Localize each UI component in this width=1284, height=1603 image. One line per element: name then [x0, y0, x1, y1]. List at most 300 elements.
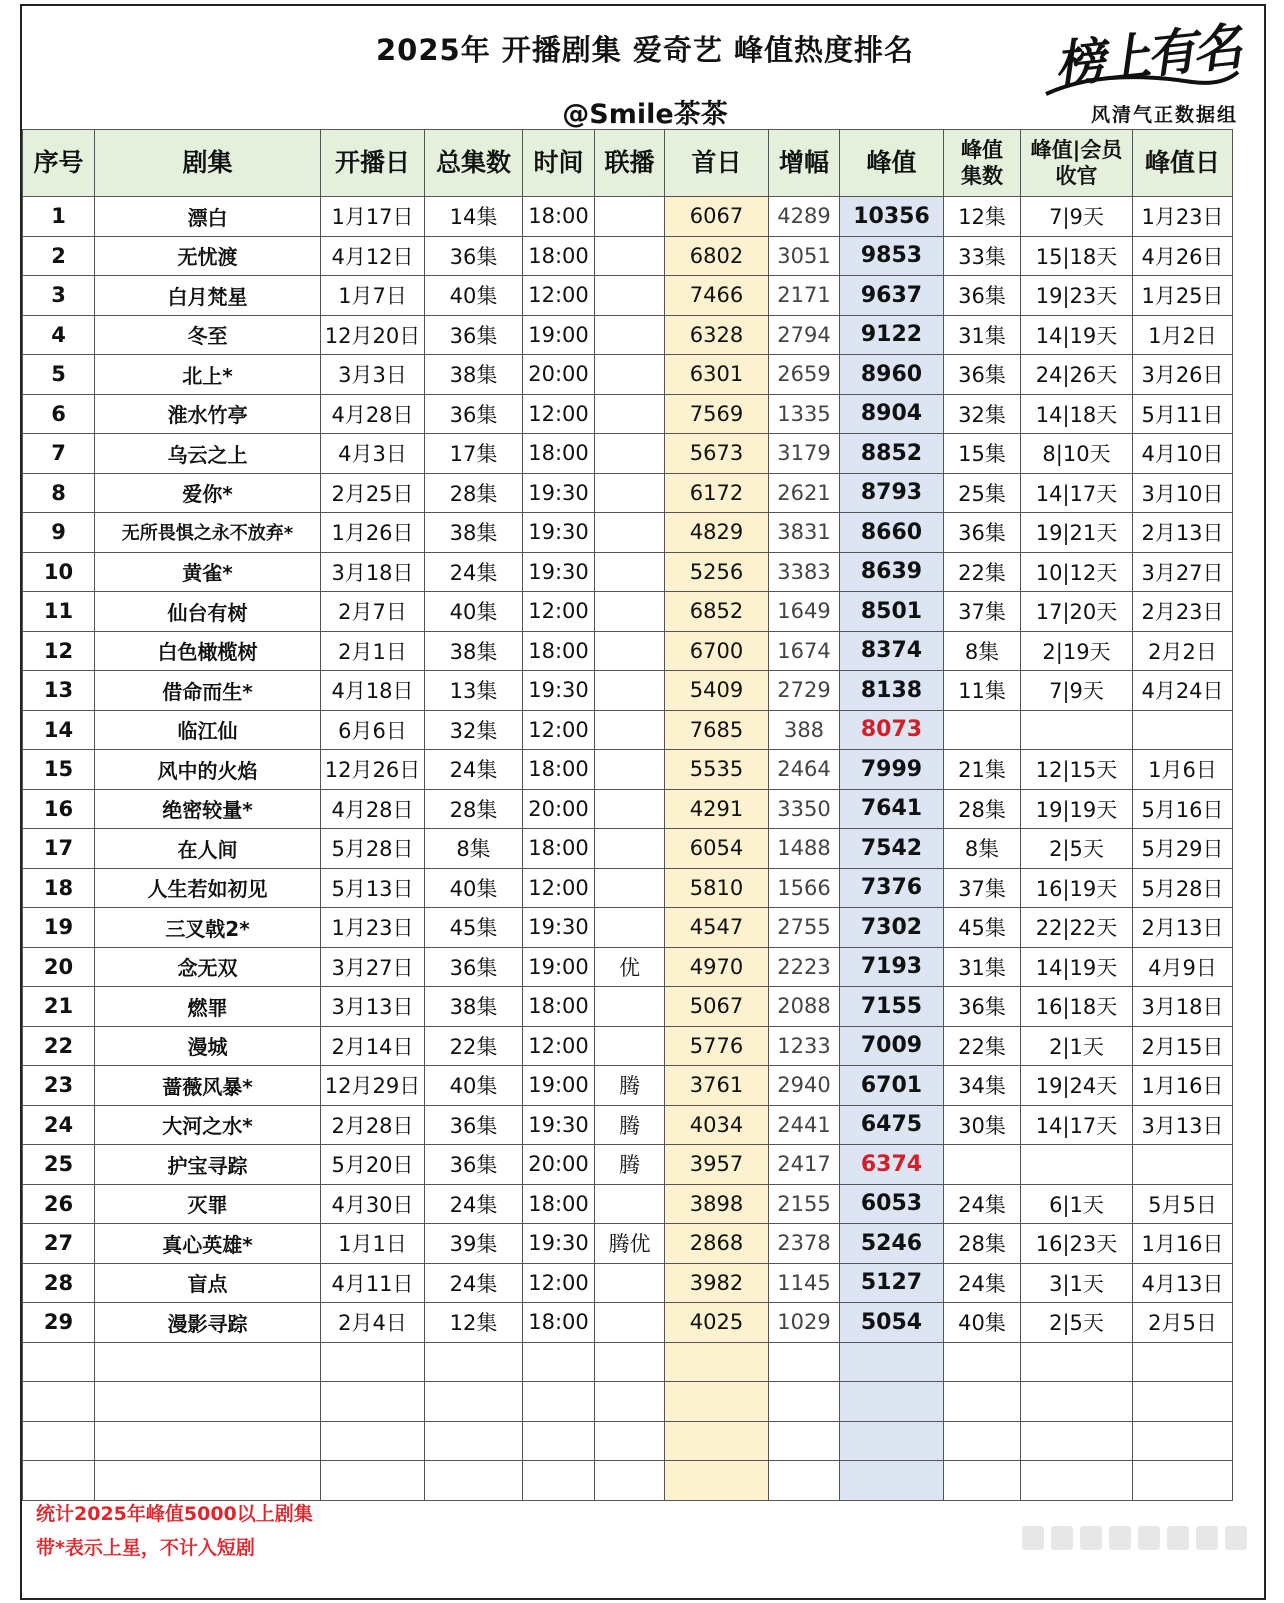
cell-increase: 3383	[769, 552, 840, 592]
header-simulcast: 联播	[595, 130, 665, 197]
cell-drama-name: 借命而生*	[95, 671, 321, 711]
cell-simulcast	[595, 1303, 665, 1343]
cell-premiere-date: 3月18日	[321, 552, 425, 592]
cell-increase: 1145	[769, 1263, 840, 1303]
header-row	[23, 130, 1233, 197]
cell-increase: 4289	[769, 197, 840, 237]
cell-peak-date: 2月5日	[1133, 1303, 1233, 1343]
cell-episode-count: 40集	[425, 276, 523, 316]
cell-premiere-date: 4月18日	[321, 671, 425, 711]
cell-episode-count: 40集	[425, 868, 523, 908]
cell-peak-heat: 8793	[840, 473, 944, 513]
empty-row	[23, 1342, 1233, 1382]
cell-peak-vip-finale: 2|1天	[1021, 1026, 1133, 1066]
cell-premiere-date: 2月7日	[321, 592, 425, 632]
cell-episode-count: 12集	[425, 1303, 523, 1343]
cell-air-time: 19:30	[523, 552, 595, 592]
cell-peak-date: 1月16日	[1133, 1224, 1233, 1264]
cell-peak-episode: 21集	[944, 750, 1021, 790]
cell-air-time: 12:00	[523, 1026, 595, 1066]
cell-increase: 1029	[769, 1303, 840, 1343]
cell-rank: 11	[23, 592, 95, 632]
cell-air-time: 18:00	[523, 829, 595, 869]
empty-cell	[1133, 1342, 1233, 1382]
empty-cell	[321, 1382, 425, 1422]
cell-rank: 2	[23, 236, 95, 276]
cell-air-time: 18:00	[523, 236, 595, 276]
cell-simulcast: 腾	[595, 1066, 665, 1106]
cell-episode-count: 17集	[425, 434, 523, 474]
cell-drama-name: 淮水竹亭	[95, 394, 321, 434]
header-increase: 增幅	[769, 130, 840, 197]
cell-peak-heat: 8639	[840, 552, 944, 592]
cell-peak-date: 2月2日	[1133, 631, 1233, 671]
cell-increase: 3350	[769, 789, 840, 829]
empty-row	[23, 1421, 1233, 1461]
cell-episode-count: 45集	[425, 908, 523, 948]
empty-cell	[769, 1421, 840, 1461]
cell-drama-name: 盲点	[95, 1263, 321, 1303]
cell-rank: 5	[23, 355, 95, 395]
empty-cell	[944, 1382, 1021, 1422]
cell-increase: 2378	[769, 1224, 840, 1264]
cell-episode-count: 24集	[425, 552, 523, 592]
cell-peak-heat: 8374	[840, 631, 944, 671]
cell-rank: 6	[23, 394, 95, 434]
empty-cell	[95, 1421, 321, 1461]
cell-peak-vip-finale: 16|23天	[1021, 1224, 1133, 1264]
footnotes	[36, 1497, 313, 1565]
header-peak-date: 峰值日	[1133, 130, 1233, 197]
cell-simulcast	[595, 473, 665, 513]
table-row	[23, 236, 1233, 276]
cell-increase: 2940	[769, 1066, 840, 1106]
table-row	[23, 1303, 1233, 1343]
cell-drama-name: 白色橄榄树	[95, 631, 321, 671]
empty-cell	[23, 1382, 95, 1422]
cell-peak-vip-finale: 14|17天	[1021, 1105, 1133, 1145]
empty-cell	[23, 1461, 95, 1501]
cell-peak-vip-finale: 16|18天	[1021, 987, 1133, 1027]
cell-drama-name: 蔷薇风暴*	[95, 1066, 321, 1106]
cell-episode-count: 36集	[425, 236, 523, 276]
cell-peak-episode: 31集	[944, 947, 1021, 987]
cell-simulcast	[595, 315, 665, 355]
cell-air-time: 19:30	[523, 1224, 595, 1264]
cell-simulcast: 腾优	[595, 1224, 665, 1264]
cell-air-time: 20:00	[523, 1145, 595, 1185]
table-body	[23, 197, 1233, 1501]
cell-drama-name: 无所畏惧之永不放弃*	[95, 513, 321, 553]
cell-increase: 3831	[769, 513, 840, 553]
empty-cell	[95, 1382, 321, 1422]
empty-cell	[321, 1461, 425, 1501]
cell-peak-date: 1月25日	[1133, 276, 1233, 316]
cell-peak-heat: 10356	[840, 197, 944, 237]
cell-drama-name: 在人间	[95, 829, 321, 869]
cell-peak-heat: 7542	[840, 829, 944, 869]
cell-first-day-heat: 5409	[665, 671, 769, 711]
header-peak: 峰值	[840, 130, 944, 197]
cell-episode-count: 32集	[425, 710, 523, 750]
cell-drama-name: 三叉戟2*	[95, 908, 321, 948]
cell-peak-episode: 11集	[944, 671, 1021, 711]
cell-simulcast	[595, 355, 665, 395]
cell-air-time: 19:00	[523, 1066, 595, 1106]
table-row	[23, 750, 1233, 790]
cell-peak-vip-finale: 10|12天	[1021, 552, 1133, 592]
cell-air-time: 19:30	[523, 908, 595, 948]
cell-premiere-date: 2月4日	[321, 1303, 425, 1343]
cell-peak-vip-finale: 7|9天	[1021, 197, 1133, 237]
cell-simulcast	[595, 1263, 665, 1303]
cell-peak-date: 1月23日	[1133, 197, 1233, 237]
empty-cell	[321, 1421, 425, 1461]
cell-rank: 8	[23, 473, 95, 513]
cell-premiere-date: 3月27日	[321, 947, 425, 987]
cell-peak-heat: 8073	[840, 710, 944, 750]
cell-peak-date: 4月9日	[1133, 947, 1233, 987]
cell-premiere-date: 4月30日	[321, 1184, 425, 1224]
cell-premiere-date: 3月13日	[321, 987, 425, 1027]
cell-peak-date: 3月10日	[1133, 473, 1233, 513]
cell-episode-count: 38集	[425, 631, 523, 671]
table-row	[23, 908, 1233, 948]
table-row	[23, 987, 1233, 1027]
cell-peak-episode: 34集	[944, 1066, 1021, 1106]
cell-episode-count: 28集	[425, 789, 523, 829]
cell-peak-vip-finale: 2|5天	[1021, 1303, 1133, 1343]
empty-cell	[1021, 1461, 1133, 1501]
cell-peak-heat: 8960	[840, 355, 944, 395]
cell-increase: 1488	[769, 829, 840, 869]
cell-increase: 2794	[769, 315, 840, 355]
cell-peak-date: 3月26日	[1133, 355, 1233, 395]
cell-rank: 29	[23, 1303, 95, 1343]
cell-peak-episode: 22集	[944, 552, 1021, 592]
cell-peak-vip-finale: 22|22天	[1021, 908, 1133, 948]
cell-simulcast	[595, 434, 665, 474]
cell-peak-episode: 22集	[944, 1026, 1021, 1066]
empty-cell	[23, 1342, 95, 1382]
cell-premiere-date: 1月26日	[321, 513, 425, 553]
cell-first-day-heat: 2868	[665, 1224, 769, 1264]
empty-cell	[840, 1342, 944, 1382]
table-row	[23, 1224, 1233, 1264]
cell-increase: 2417	[769, 1145, 840, 1185]
cell-simulcast: 腾	[595, 1105, 665, 1145]
cell-peak-episode: 45集	[944, 908, 1021, 948]
header-time: 时间	[523, 130, 595, 197]
cell-peak-vip-finale: 14|19天	[1021, 315, 1133, 355]
cell-peak-episode: 36集	[944, 276, 1021, 316]
cell-premiere-date: 2月28日	[321, 1105, 425, 1145]
cell-increase: 2088	[769, 987, 840, 1027]
cell-premiere-date: 12月20日	[321, 315, 425, 355]
cell-air-time: 18:00	[523, 750, 595, 790]
cell-episode-count: 8集	[425, 829, 523, 869]
cell-peak-heat: 9637	[840, 276, 944, 316]
cell-peak-episode: 25集	[944, 473, 1021, 513]
cell-first-day-heat: 7685	[665, 710, 769, 750]
cell-peak-heat: 7302	[840, 908, 944, 948]
empty-cell	[1021, 1421, 1133, 1461]
header-rank: 序号	[23, 130, 95, 197]
cell-peak-episode: 28集	[944, 789, 1021, 829]
cell-peak-vip-finale: 14|19天	[1021, 947, 1133, 987]
cell-rank: 28	[23, 1263, 95, 1303]
cell-first-day-heat: 6054	[665, 829, 769, 869]
cell-episode-count: 36集	[425, 1145, 523, 1185]
cell-increase: 388	[769, 710, 840, 750]
cell-peak-date: 5月29日	[1133, 829, 1233, 869]
cell-rank: 15	[23, 750, 95, 790]
cell-episode-count: 38集	[425, 987, 523, 1027]
cell-peak-heat: 7155	[840, 987, 944, 1027]
table-row	[23, 473, 1233, 513]
cell-simulcast	[595, 592, 665, 632]
cell-increase: 1233	[769, 1026, 840, 1066]
cell-peak-episode: 24集	[944, 1184, 1021, 1224]
cell-peak-date: 3月13日	[1133, 1105, 1233, 1145]
cell-simulcast	[595, 987, 665, 1027]
cell-episode-count: 24集	[425, 1263, 523, 1303]
cell-first-day-heat: 4291	[665, 789, 769, 829]
sheet-subtitle: @Smile茶茶	[562, 99, 728, 130]
cell-peak-vip-finale: 14|17天	[1021, 473, 1133, 513]
cell-first-day-heat: 5776	[665, 1026, 769, 1066]
cell-peak-episode: 8集	[944, 631, 1021, 671]
cell-simulcast	[595, 829, 665, 869]
empty-cell	[425, 1342, 523, 1382]
table-row	[23, 355, 1233, 395]
cell-first-day-heat: 4034	[665, 1105, 769, 1145]
cell-air-time: 19:00	[523, 947, 595, 987]
empty-row	[23, 1461, 1233, 1501]
cell-episode-count: 38集	[425, 513, 523, 553]
cell-simulcast	[595, 710, 665, 750]
cell-air-time: 18:00	[523, 434, 595, 474]
cell-simulcast	[595, 789, 665, 829]
cell-episode-count: 36集	[425, 394, 523, 434]
cell-peak-date: 3月27日	[1133, 552, 1233, 592]
cell-simulcast	[595, 631, 665, 671]
cell-peak-heat: 5246	[840, 1224, 944, 1264]
cell-peak-vip-finale: 2|19天	[1021, 631, 1133, 671]
cell-peak-episode: 8集	[944, 829, 1021, 869]
cell-increase: 2223	[769, 947, 840, 987]
empty-row	[23, 1382, 1233, 1422]
cell-peak-date: 5月5日	[1133, 1184, 1233, 1224]
cell-air-time: 19:00	[523, 315, 595, 355]
cell-air-time: 20:00	[523, 355, 595, 395]
cell-peak-vip-finale: 19|24天	[1021, 1066, 1133, 1106]
cell-peak-vip-finale: 15|18天	[1021, 236, 1133, 276]
cell-rank: 1	[23, 197, 95, 237]
cell-peak-date: 5月28日	[1133, 868, 1233, 908]
cell-peak-date: 4月10日	[1133, 434, 1233, 474]
cell-drama-name: 护宝寻踪	[95, 1145, 321, 1185]
cell-increase: 2755	[769, 908, 840, 948]
cell-premiere-date: 1月17日	[321, 197, 425, 237]
table-row	[23, 1026, 1233, 1066]
cell-rank: 7	[23, 434, 95, 474]
cell-air-time: 12:00	[523, 1263, 595, 1303]
cell-increase: 2441	[769, 1105, 840, 1145]
empty-cell	[523, 1382, 595, 1422]
cell-peak-heat: 7999	[840, 750, 944, 790]
cell-premiere-date: 4月3日	[321, 434, 425, 474]
cell-rank: 4	[23, 315, 95, 355]
cell-peak-heat: 5127	[840, 1263, 944, 1303]
cell-rank: 27	[23, 1224, 95, 1264]
cell-peak-vip-finale: 8|10天	[1021, 434, 1133, 474]
cell-peak-date: 1月2日	[1133, 315, 1233, 355]
cell-rank: 20	[23, 947, 95, 987]
cell-peak-vip-finale: 17|20天	[1021, 592, 1133, 632]
cell-rank: 22	[23, 1026, 95, 1066]
cell-premiere-date: 2月25日	[321, 473, 425, 513]
cell-first-day-heat: 3982	[665, 1263, 769, 1303]
cell-premiere-date: 4月11日	[321, 1263, 425, 1303]
empty-cell	[665, 1382, 769, 1422]
cell-peak-date: 2月15日	[1133, 1026, 1233, 1066]
empty-cell	[595, 1382, 665, 1422]
table-row	[23, 592, 1233, 632]
header-episodes: 总集数	[425, 130, 523, 197]
empty-cell	[1021, 1382, 1133, 1422]
cell-drama-name: 临江仙	[95, 710, 321, 750]
brand-logo	[1042, 16, 1242, 126]
cell-peak-date: 1月16日	[1133, 1066, 1233, 1106]
cell-episode-count: 38集	[425, 355, 523, 395]
cell-peak-episode: 28集	[944, 1224, 1021, 1264]
cell-first-day-heat: 6802	[665, 236, 769, 276]
cell-rank: 3	[23, 276, 95, 316]
cell-simulcast	[595, 1184, 665, 1224]
header-premiere: 开播日	[321, 130, 425, 197]
empty-cell	[944, 1421, 1021, 1461]
cell-air-time: 12:00	[523, 276, 595, 316]
table-row	[23, 1105, 1233, 1145]
cell-rank: 14	[23, 710, 95, 750]
cell-episode-count: 40集	[425, 1066, 523, 1106]
cell-air-time: 18:00	[523, 1184, 595, 1224]
cell-peak-episode: 30集	[944, 1105, 1021, 1145]
cell-air-time: 19:30	[523, 513, 595, 553]
logo-subtitle: 风清气正数据组	[1090, 104, 1238, 126]
cell-drama-name: 风中的火焰	[95, 750, 321, 790]
cell-rank: 19	[23, 908, 95, 948]
empty-cell	[1133, 1461, 1233, 1501]
cell-peak-episode: 24集	[944, 1263, 1021, 1303]
table-row	[23, 276, 1233, 316]
table-row	[23, 1263, 1233, 1303]
cell-premiere-date: 4月28日	[321, 394, 425, 434]
cell-first-day-heat: 4829	[665, 513, 769, 553]
cell-drama-name: 仙台有树	[95, 592, 321, 632]
cell-first-day-heat: 6328	[665, 315, 769, 355]
empty-cell	[840, 1382, 944, 1422]
cell-drama-name: 绝密较量*	[95, 789, 321, 829]
cell-premiere-date: 12月26日	[321, 750, 425, 790]
cell-increase: 3051	[769, 236, 840, 276]
cell-episode-count: 14集	[425, 197, 523, 237]
cell-first-day-heat: 3957	[665, 1145, 769, 1185]
cell-drama-name: 爱你*	[95, 473, 321, 513]
cell-increase: 2621	[769, 473, 840, 513]
table-row	[23, 1066, 1233, 1106]
cell-peak-episode	[944, 1145, 1021, 1185]
cell-first-day-heat: 6301	[665, 355, 769, 395]
cell-first-day-heat: 6700	[665, 631, 769, 671]
empty-cell	[769, 1382, 840, 1422]
cell-air-time: 20:00	[523, 789, 595, 829]
empty-cell	[425, 1461, 523, 1501]
header-drama: 剧集	[95, 130, 321, 197]
cell-premiere-date: 5月20日	[321, 1145, 425, 1185]
cell-simulcast	[595, 276, 665, 316]
table-row	[23, 394, 1233, 434]
cell-simulcast	[595, 552, 665, 592]
cell-premiere-date: 3月3日	[321, 355, 425, 395]
cell-premiere-date: 6月6日	[321, 710, 425, 750]
cell-peak-heat: 5054	[840, 1303, 944, 1343]
cell-first-day-heat: 6172	[665, 473, 769, 513]
cell-peak-date: 4月26日	[1133, 236, 1233, 276]
cell-air-time: 12:00	[523, 710, 595, 750]
cell-peak-episode: 15集	[944, 434, 1021, 474]
cell-premiere-date: 1月1日	[321, 1224, 425, 1264]
cell-air-time: 19:30	[523, 671, 595, 711]
cell-episode-count: 22集	[425, 1026, 523, 1066]
cell-drama-name: 真心英雄*	[95, 1224, 321, 1264]
cell-first-day-heat: 7466	[665, 276, 769, 316]
empty-cell	[840, 1461, 944, 1501]
cell-simulcast	[595, 908, 665, 948]
cell-first-day-heat: 6067	[665, 197, 769, 237]
cell-peak-date: 3月18日	[1133, 987, 1233, 1027]
cell-episode-count: 36集	[425, 1105, 523, 1145]
cell-peak-date	[1133, 710, 1233, 750]
table-row	[23, 1145, 1233, 1185]
empty-cell	[1133, 1382, 1233, 1422]
empty-cell	[425, 1382, 523, 1422]
cell-rank: 18	[23, 868, 95, 908]
cell-peak-episode: 36集	[944, 355, 1021, 395]
cell-first-day-heat: 5673	[665, 434, 769, 474]
cell-rank: 17	[23, 829, 95, 869]
cell-peak-episode: 32集	[944, 394, 1021, 434]
table-row	[23, 789, 1233, 829]
cell-first-day-heat: 7569	[665, 394, 769, 434]
cell-premiere-date: 5月28日	[321, 829, 425, 869]
cell-air-time: 12:00	[523, 394, 595, 434]
cell-peak-episode: 36集	[944, 987, 1021, 1027]
cell-air-time: 12:00	[523, 592, 595, 632]
table-row	[23, 631, 1233, 671]
empty-cell	[523, 1421, 595, 1461]
empty-cell	[1021, 1342, 1133, 1382]
header-peak-vip-finale: 峰值|会员 收官	[1021, 130, 1133, 197]
cell-peak-date: 2月13日	[1133, 908, 1233, 948]
cell-increase: 2155	[769, 1184, 840, 1224]
cell-air-time: 12:00	[523, 868, 595, 908]
cell-simulcast	[595, 197, 665, 237]
cell-peak-episode: 33集	[944, 236, 1021, 276]
cell-first-day-heat: 4970	[665, 947, 769, 987]
empty-cell	[595, 1461, 665, 1501]
